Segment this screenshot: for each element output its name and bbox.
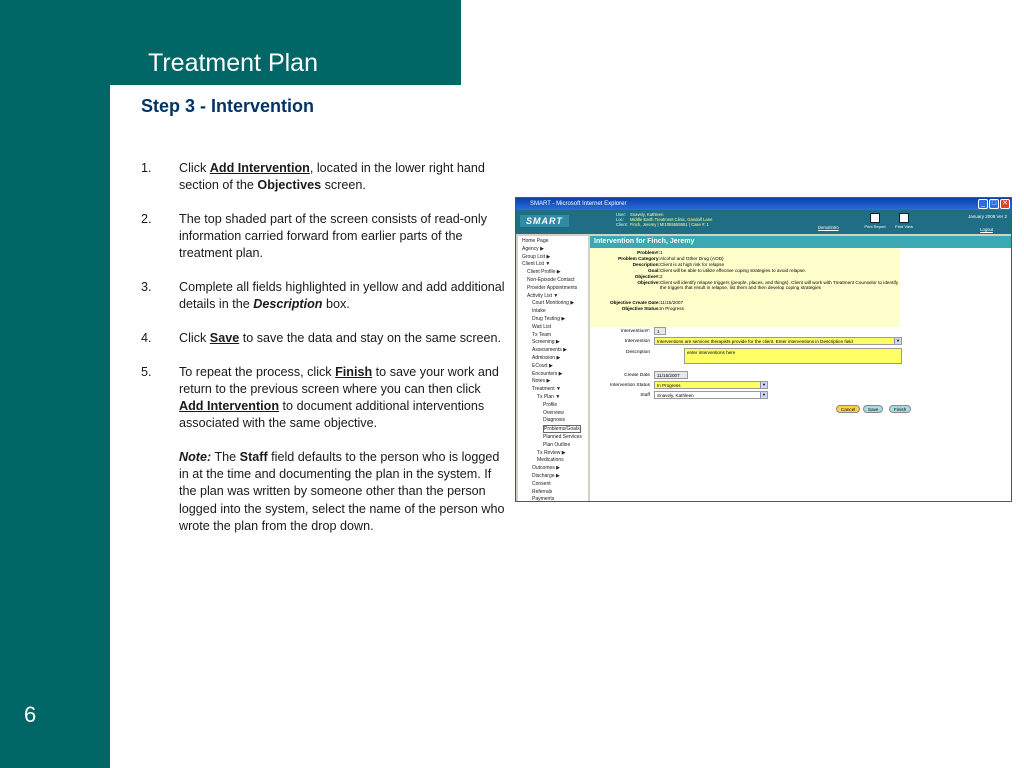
step-text: screen. [321,178,366,193]
step-text: box. [322,297,350,312]
embedded-app-screenshot [515,197,1012,502]
step-text: Staff [239,449,268,464]
user-key: User: [616,212,627,217]
steps-list [141,160,506,432]
staff-label: Staff [640,393,650,398]
nav-item-label: Encounters ▶ [532,370,563,377]
readonly-value: In Progress [660,306,684,311]
nav-item-label: ECourt ▶ [532,362,553,369]
nav-item-label: Client Profile ▶ [527,269,561,276]
step-item [141,330,506,347]
close-button[interactable]: ✕ [1000,199,1010,209]
readonly-value: Client is at high risk for relapse [660,262,725,267]
demo-link[interactable]: Demo/Intro [818,225,839,230]
step-text: To repeat the process, click [179,364,336,379]
nav-item-label: Consent [532,480,551,487]
intervention-heading: Intervention for Finch, Jeremy [590,236,1011,248]
note-label: Note: [179,449,212,464]
readonly-key: Problem#: [637,250,660,255]
step-number: 1. [141,161,152,175]
step-item [141,364,506,433]
nav-item[interactable] [522,347,584,355]
step-item [141,211,506,263]
note-paragraph [141,449,506,535]
nav-item[interactable] [522,363,584,371]
staff-select-value: Snavely, Kathleen [657,393,694,398]
nav-item[interactable] [522,285,584,293]
instruction-steps [141,160,506,535]
app-logo: SMART [520,215,569,227]
loc-value: Middle Earth Treatment Clinic, Gandalf Lane [630,217,713,222]
staff-select[interactable] [654,391,768,399]
nav-item[interactable] [522,489,584,497]
note-body [179,450,505,533]
nav-item-label: Discharge ▶ [532,472,560,479]
step-link[interactable]: Add Intervention [179,399,280,414]
left-teal-band [0,0,110,768]
chevron-down-icon: ▼ [760,382,767,388]
minimize-button[interactable]: _ [978,199,988,209]
step-text: Objectives [257,178,322,193]
nav-item[interactable] [522,386,584,394]
intervention-num-field: 1 [654,327,666,335]
readonly-value: 2 [660,274,663,279]
nav-item-label: Drug Testing ▶ [532,315,566,322]
readonly-key: Objective#: [634,274,660,279]
intervention-select[interactable] [654,337,902,345]
app-sidebar-nav [518,236,588,501]
nav-item-label: Group List ▶ [522,253,551,260]
maximize-button[interactable]: □ [989,199,999,209]
printer-icon [899,213,909,223]
nav-item-label: Diagnosis [543,417,565,424]
print-view-button[interactable] [893,213,915,229]
nav-item[interactable] [522,378,584,386]
nav-item-label: Planned Services [543,433,582,440]
nav-item-label: Treatment ▼ [532,386,561,393]
step-text: to save the data and stay on the same screen. [239,330,502,345]
description-label: Description [626,350,650,355]
readonly-value: 11/15/2007 [660,300,684,305]
nav-item-label: Payments [532,496,555,501]
nav-item[interactable] [522,450,584,458]
step-text: to document additional interventions associated with the same objective. [179,399,485,431]
create-date-field: 11/15/2007 [654,371,688,379]
nav-item-label: Tx Plan ▼ [537,393,561,400]
nav-item[interactable] [522,434,584,442]
step-text: to save your work and return to the previous screen where you can then click [179,364,499,396]
client-key: Client: [616,222,628,227]
nav-item[interactable] [522,371,584,379]
readonly-value: 1 [660,250,663,255]
save-button[interactable]: Save [863,405,883,413]
nav-item[interactable] [522,481,584,489]
step-text: , located in the lower right hand section of the [179,161,485,193]
nav-item[interactable] [522,394,584,402]
nav-item-label: Medications [537,457,564,464]
app-main-panel [590,236,1011,501]
readonly-row [590,306,900,312]
step-text: Click [179,161,210,175]
nav-item-label: Non-Episode Contact [527,276,575,283]
step-item [141,160,506,194]
nav-item-label: Court Monitoring ▶ [532,300,575,307]
nav-item-label: Client List ▼ [522,261,551,268]
step-number: 5. [141,364,152,379]
app-version: January 2008 Ver 2 [967,214,1007,219]
nav-item[interactable] [522,254,584,262]
browser-title: SMART - Microsoft Internet Explorer [530,201,627,207]
step-text: Click [179,330,210,345]
nav-item-label: Activity List ▼ [527,292,559,299]
nav-item-label: Referrals [532,488,553,495]
nav-item-label: Plan Outline [543,441,571,448]
readonly-value: Client will be able to utilize effective coping strategies to avoid relapse. [660,268,807,273]
readonly-key: Goal: [648,268,660,273]
nav-item-label: Problems/Goals [544,426,580,433]
intervention-num-label: Intervention#: [620,329,650,334]
status-select-value: In Progress [657,383,681,388]
nav-item-label: Agency ▶ [522,245,544,252]
readonly-key: Objective Create Date: [609,300,660,305]
status-label: Intervention Status [610,383,650,388]
nav-item-label: Overview [543,409,564,416]
logout-link[interactable]: Logout [980,227,993,232]
header-info [616,212,712,227]
readonly-row [590,280,900,290]
nav-item[interactable] [522,332,584,340]
cancel-button[interactable]: Cancel [836,405,860,413]
nav-item[interactable] [522,457,584,465]
browser-titlebar [516,198,1011,210]
nav-item-label: Tx Review ▶ [537,449,566,456]
chevron-down-icon: ▼ [760,392,767,398]
step-text: Description [253,297,323,312]
readonly-key: Description: [632,262,660,267]
nav-item[interactable] [522,261,584,269]
nav-item-label: Provider Appointments [527,284,578,291]
nav-item-label: Home Page [522,238,549,244]
print-view-label: Print View [895,224,913,229]
nav-item[interactable] [522,277,584,285]
nav-item-label: Assessments ▶ [532,347,567,354]
nav-item[interactable] [522,473,584,481]
step-item [141,279,506,313]
loc-key: Loc: [616,217,624,222]
slide-title: Treatment Plan [148,49,318,77]
nav-item-label: Outcomes ▶ [532,465,561,472]
nav-item[interactable] [522,410,584,418]
page-number: 6 [24,702,37,727]
nav-item[interactable] [522,425,584,434]
step-number: 4. [141,330,152,345]
create-date-label: Create Date [624,373,650,378]
readonly-value: Alcohol and Other Drug (AOD) [660,256,724,261]
status-select[interactable] [654,381,768,389]
nav-item[interactable] [522,339,584,347]
nav-item[interactable] [522,417,584,425]
intervention-label: Intervention [624,339,650,344]
nav-item[interactable] [522,402,584,410]
nav-item[interactable] [522,316,584,324]
nav-item-label: Tx Team [532,331,552,338]
step-link[interactable]: Add Intervention [209,161,310,175]
nav-item-label: Wait List [532,323,551,330]
nav-item[interactable] [522,442,584,450]
nav-item-label: Notes ▶ [532,378,551,385]
nav-item-label: Intake [532,308,546,315]
step-text: field defaults to the person who is logged in at the time and documenting the plan in the system. If the plan was written by someone other than the person logged into the system, select the name of the person who wrote the plan from the drop down. [179,449,505,533]
step-text: The [211,449,240,464]
nav-item[interactable] [522,269,584,277]
readonly-key: Objective: [637,280,660,285]
step-text: Complete all fields highlighted in yellow and add additional details in the [179,280,505,312]
readonly-value: Client will identify relapse triggers (people, places, and things). Client will work with Treatment Counselor to identify the triggers that result in relapse, list them and then develop coping strategies [660,280,899,290]
nav-item[interactable] [522,238,584,246]
finish-button[interactable]: Finish [889,405,911,413]
nav-item[interactable] [522,300,584,308]
chevron-down-icon: ▼ [894,338,901,344]
print-report-icon [870,213,880,223]
intervention-select-value: Interventions are services therapists provide for the client. Enter interventions in Description field [657,339,853,344]
step-number: 2. [141,211,152,226]
nav-item[interactable] [522,324,584,332]
nav-item[interactable] [522,293,584,301]
description-textarea[interactable]: enter interventions here [684,348,902,364]
nav-item-label: Admission ▶ [532,354,561,361]
step-text: The top shaded part of the screen consists of read-only information carried forward from earlier parts of the treatment plan. [179,211,488,261]
nav-item[interactable] [522,246,584,254]
print-report-label: Print Report [864,224,886,229]
app-header [516,210,1012,234]
nav-item[interactable] [522,496,584,501]
nav-item[interactable] [522,355,584,363]
nav-item-label: Screening ▶ [532,339,560,346]
step-link[interactable]: Finish [335,364,373,379]
nav-item[interactable] [522,465,584,473]
step-number: 3. [141,280,152,295]
user-value: Snavely, Kathleen [630,212,664,217]
client-value: Finch, Jeremy | MI1055555551 | Case #: 1 [630,222,709,227]
readonly-key: Objective Status: [621,306,660,311]
readonly-summary [590,248,900,327]
step-link[interactable]: Save [209,330,240,345]
readonly-key: Problem Category: [618,256,660,261]
print-report-button[interactable] [864,213,886,229]
nav-item[interactable] [522,308,584,316]
nav-item-label: Profile [543,401,558,408]
slide-subtitle: Step 3 - Intervention [141,96,315,116]
